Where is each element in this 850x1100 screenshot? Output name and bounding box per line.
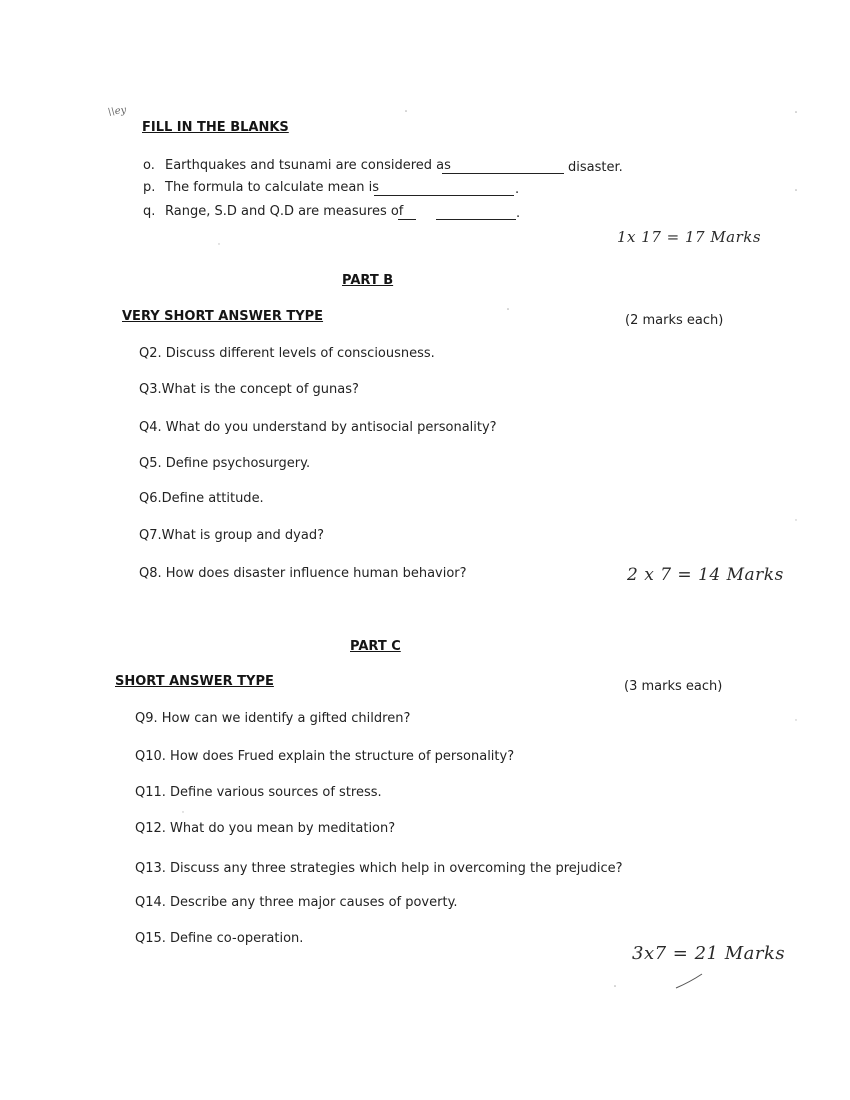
scan-speck [795, 111, 797, 113]
part-b-marks-note: 2 x 7 = 14 Marks [627, 565, 784, 585]
question-q6: Q6.Define attitude. [139, 491, 264, 506]
question-q13: Q13. Discuss any three strategies which help in overcoming the prejudice? [135, 861, 623, 876]
scan-speck [795, 719, 796, 720]
question-q2: Q2. Discuss different levels of consciousness. [139, 346, 435, 361]
question-q5: Q5. Define psychosurgery. [139, 456, 311, 471]
part-b-section-type: VERY SHORT ANSWER TYPE [122, 309, 324, 324]
blank-item-text: Earthquakes and tsunami are considered as [165, 158, 451, 173]
scan-speck [795, 519, 796, 520]
blank-item-text: The formula to calculate mean is [165, 180, 380, 195]
part-c-marks-each: (3 marks each) [624, 679, 723, 694]
scan-speck [795, 189, 797, 191]
question-q15: Q15. Define co-operation. [135, 931, 304, 946]
scan-speck [182, 811, 183, 812]
question-q7: Q7.What is group and dyad? [139, 528, 324, 543]
question-q14: Q14. Describe any three major causes of poverty. [135, 895, 458, 910]
question-q3: Q3.What is the concept of gunas? [139, 382, 359, 397]
question-q9: Q9. How can we identify a gifted children? [135, 711, 411, 726]
question-q8: Q8. How does disaster influence human behavior? [139, 566, 467, 581]
scan-speck [405, 110, 407, 112]
blank-item-text: Range, S.D and Q.D are measures of [165, 204, 404, 219]
scan-speck [507, 308, 509, 310]
scan-speck [218, 243, 219, 244]
question-q10: Q10. How does Frued explain the structure of personality? [135, 749, 515, 764]
part-c-marks-note: 3x7 = 21 Marks [632, 943, 786, 964]
blank-item-label: q. [143, 204, 156, 219]
question-q12: Q12. What do you mean by meditation? [135, 821, 396, 836]
part-c-title: PART C [350, 639, 401, 654]
part-c-section-type: SHORT ANSWER TYPE [115, 674, 274, 689]
fill-blanks-marks-note: 1x 17 = 17 Marks [617, 228, 762, 246]
part-b-marks-each: (2 marks each) [625, 313, 724, 328]
blank-item-after: . [516, 206, 521, 221]
blank-item-after: disaster. [568, 160, 623, 175]
signature-scribble [676, 974, 702, 988]
question-q11: Q11. Define various sources of stress. [135, 785, 382, 800]
scan-speck [614, 985, 616, 987]
part-b-title: PART B [342, 273, 394, 288]
question-q4: Q4. What do you understand by antisocial personality? [139, 420, 497, 435]
blank-item-label: p. [143, 180, 156, 195]
fill-blanks-heading: FILL IN THE BLANKS [142, 120, 289, 135]
corner-mark: \\ey [107, 104, 127, 119]
blank-item-label: o. [143, 158, 155, 173]
blank-item-after: . [515, 182, 520, 197]
